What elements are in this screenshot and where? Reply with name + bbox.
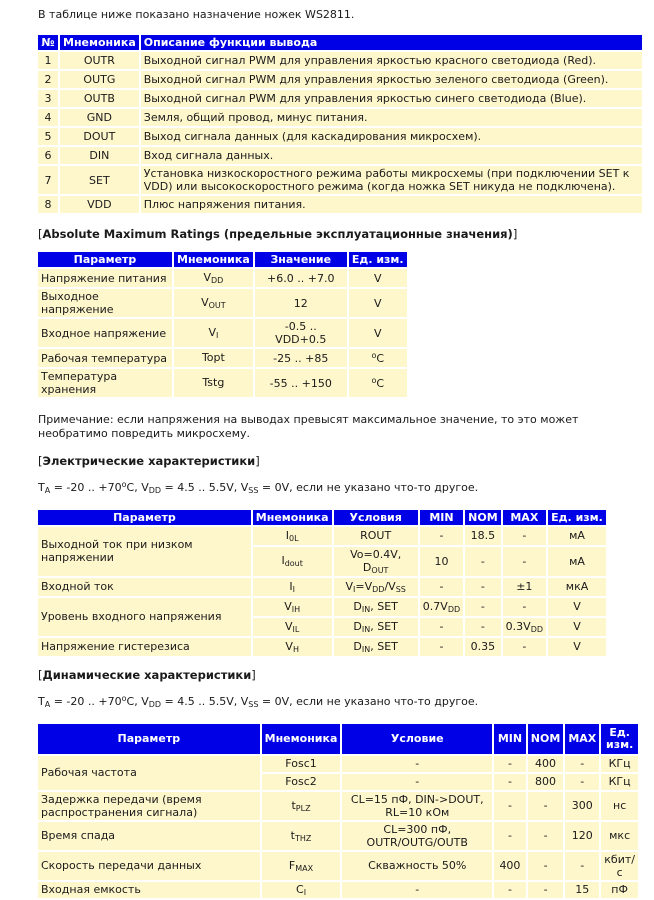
- cond-cell: $V_I=V_{DD}/V_{SS}$: [334, 578, 418, 596]
- col-unit: Ед. изм.: [548, 510, 606, 525]
- col-value: Значение: [255, 252, 347, 267]
- cond-cell: -: [342, 756, 492, 772]
- pin-number: 5: [38, 128, 58, 145]
- col-nom: NOM: [465, 510, 501, 525]
- col-condition: Условие: [342, 724, 492, 754]
- min-cell: -: [420, 638, 463, 656]
- symbol-cell: $F_{MAX}$: [262, 852, 341, 880]
- unit-cell: кбит/с: [601, 852, 638, 880]
- cond-cell: Скважность 50%: [342, 852, 492, 880]
- symbol-cell: $t_{PLZ}$: [262, 792, 341, 820]
- symbol-cell: $C_I$: [262, 882, 341, 898]
- dynamic-table: [36, 722, 640, 900]
- col-min: MIN: [420, 510, 463, 525]
- min-cell: -: [494, 756, 526, 772]
- min-cell: -: [420, 578, 463, 596]
- min-cell: -: [494, 774, 526, 790]
- cond-cell: CL=300 пФ, OUTR/OUTG/OUTB: [342, 822, 492, 850]
- param-cell: Входной ток: [38, 578, 251, 596]
- max-cell: -: [503, 527, 546, 545]
- table-row: [38, 269, 407, 287]
- elec-table-header: [38, 510, 606, 525]
- col-param: Параметр: [38, 510, 251, 525]
- min-cell: -: [420, 618, 463, 636]
- min-cell: 400: [494, 852, 526, 880]
- nom-cell: -: [465, 618, 501, 636]
- nom-cell: -: [528, 792, 564, 820]
- max-cell: -: [565, 756, 599, 772]
- unit-cell: мА: [548, 547, 606, 576]
- pin-number: 2: [38, 71, 58, 88]
- col-mnemonic: Мнемоника: [60, 35, 139, 50]
- pin-description: Выходной сигнал PWM для управления яркостью красного светодиода (Red).: [141, 52, 642, 69]
- dyn-table-header: [38, 724, 638, 754]
- unit-cell: мА: [548, 527, 606, 545]
- col-unit: Ед. изм.: [601, 724, 638, 754]
- min-cell: -: [494, 882, 526, 898]
- pin-description: Плюс напряжения питания.: [141, 196, 642, 213]
- col-number: №: [38, 35, 58, 50]
- symbol-cell: Fosc2: [262, 774, 341, 790]
- pin-description: Выход сигнала данных (для каскадирования микросхем).: [141, 128, 642, 145]
- symbol-cell: $V_{DD}$: [174, 269, 253, 287]
- pin-mnemonic: GND: [60, 109, 139, 126]
- table-row: [38, 166, 642, 194]
- unit-cell: $^o$C: [349, 349, 407, 367]
- param-cell: Уровень входного напряжения: [38, 598, 251, 636]
- col-mnemonic: Мнемоника: [174, 252, 253, 267]
- min-cell: -: [494, 792, 526, 820]
- min-cell: -: [420, 527, 463, 545]
- unit-cell: V: [548, 618, 606, 636]
- dyn-conditions: $T_A = -20$ .. $+70^oC$, $V_{DD} = 4.5$ .. 5.5V, $V_{SS} = 0V$, если не указано что-то другое.: [38, 693, 479, 709]
- col-mnemonic: Мнемоника: [262, 724, 341, 754]
- col-max: MAX: [503, 510, 546, 525]
- symbol-cell: $V_{IL}$: [253, 618, 332, 636]
- electrical-table: [36, 508, 608, 658]
- table-row: [38, 147, 642, 164]
- col-param: Параметр: [38, 252, 172, 267]
- nom-cell: 800: [528, 774, 564, 790]
- table-row: [38, 90, 642, 107]
- table-row: [38, 756, 638, 772]
- param-cell: Рабочая частота: [38, 756, 260, 790]
- nom-cell: -: [528, 882, 564, 898]
- col-min: MIN: [494, 724, 526, 754]
- value-cell: 12: [255, 289, 347, 317]
- col-max: MAX: [565, 724, 599, 754]
- pin-number: 7: [38, 166, 58, 194]
- table-row: [38, 527, 606, 545]
- param-cell: Выходной ток при низком напряжении: [38, 527, 251, 576]
- symbol-cell: $I_I$: [253, 578, 332, 596]
- value-cell: -55 .. +150: [255, 369, 347, 397]
- table-row: [38, 71, 642, 88]
- pin-table-header: [38, 35, 642, 50]
- unit-cell: мкА: [548, 578, 606, 596]
- nom-cell: 0.35: [465, 638, 501, 656]
- unit-cell: V: [548, 638, 606, 656]
- pin-number: 4: [38, 109, 58, 126]
- unit-cell: V: [349, 289, 407, 317]
- table-row: [38, 369, 407, 397]
- table-row: [38, 578, 606, 596]
- value-cell: +6.0 .. +7.0: [255, 269, 347, 287]
- table-row: [38, 349, 407, 367]
- elec-heading: [Электрические характеристики]: [38, 453, 260, 468]
- param-cell: Температура хранения: [38, 369, 172, 397]
- max-cell: -: [503, 547, 546, 576]
- value-cell: -0.5 .. VDD+0.5: [255, 319, 347, 347]
- col-description: Описание функции вывода: [141, 35, 642, 50]
- pin-table: [36, 33, 644, 215]
- nom-cell: 400: [528, 756, 564, 772]
- pin-mnemonic: OUTB: [60, 90, 139, 107]
- symbol-cell: $I_{0L}$: [253, 527, 332, 545]
- unit-cell: мкс: [601, 822, 638, 850]
- symbol-cell: Fosc1: [262, 756, 341, 772]
- max-cell: ±1: [503, 578, 546, 596]
- symbol-cell: $V_H$: [253, 638, 332, 656]
- col-nom: NOM: [528, 724, 564, 754]
- table-row: [38, 289, 407, 317]
- cond-cell: CL=15 пФ, DIN->DOUT, RL=10 кОм: [342, 792, 492, 820]
- table-row: [38, 822, 638, 850]
- unit-cell: V: [548, 598, 606, 616]
- abs-max-table: [36, 250, 409, 399]
- pin-number: 8: [38, 196, 58, 213]
- max-cell: -: [565, 774, 599, 790]
- unit-cell: нс: [601, 792, 638, 820]
- pin-number: 3: [38, 90, 58, 107]
- cond-cell: $D_{IN}$, SET: [334, 598, 418, 616]
- symbol-cell: $V_{OUT}$: [174, 289, 253, 317]
- nom-cell: -: [465, 547, 501, 576]
- elec-conditions: $T_A = -20$ .. $+70^oC$, $V_{DD} = 4.5$ .. 5.5V, $V_{SS} = 0V$, если не указано что-то другое.: [38, 479, 479, 495]
- table-row: [38, 128, 642, 145]
- pin-number: 1: [38, 52, 58, 69]
- table-row: [38, 598, 606, 616]
- param-cell: Входное напряжение: [38, 319, 172, 347]
- table-row: [38, 852, 638, 880]
- param-cell: Рабочая температура: [38, 349, 172, 367]
- unit-cell: V: [349, 319, 407, 347]
- max-cell: 300: [565, 792, 599, 820]
- max-cell: -: [503, 598, 546, 616]
- table-row: [38, 638, 606, 656]
- param-cell: Выходное напряжение: [38, 289, 172, 317]
- cond-cell: $D_{IN}$, SET: [334, 638, 418, 656]
- max-cell: $0.3V_{DD}$: [503, 618, 546, 636]
- nom-cell: -: [528, 822, 564, 850]
- col-mnemonic: Мнемоника: [253, 510, 332, 525]
- table-row: [38, 52, 642, 69]
- dyn-heading: [Динамические характеристики]: [38, 667, 256, 682]
- table-row: [38, 882, 638, 898]
- pin-mnemonic: DIN: [60, 147, 139, 164]
- note-text: Примечание: если напряжения на выводах превысят максимальное значение, то это может необратимо повредить микросхему.: [38, 413, 579, 441]
- max-cell: -: [565, 852, 599, 880]
- unit-cell: V: [349, 269, 407, 287]
- nom-cell: -: [528, 852, 564, 880]
- pin-number: 6: [38, 147, 58, 164]
- pin-mnemonic: DOUT: [60, 128, 139, 145]
- col-conditions: Условия: [334, 510, 418, 525]
- symbol-cell: $t_{THZ}$: [262, 822, 341, 850]
- cond-cell: -: [342, 774, 492, 790]
- table-row: [38, 196, 642, 213]
- pin-description: Земля, общий провод, минус питания.: [141, 109, 642, 126]
- min-cell: 10: [420, 547, 463, 576]
- symbol-cell: $V_I$: [174, 319, 253, 347]
- abs-heading: [Absolute Maximum Ratings (предельные эксплуатационные значения)]: [38, 227, 518, 241]
- cond-cell: $D_{IN}$, SET: [334, 618, 418, 636]
- symbol-cell: $V_{IH}$: [253, 598, 332, 616]
- unit-cell: КГц: [601, 774, 638, 790]
- value-cell: -25 .. +85: [255, 349, 347, 367]
- table-row: [38, 319, 407, 347]
- nom-cell: 18.5: [465, 527, 501, 545]
- symbol-cell: Tstg: [174, 369, 253, 397]
- param-cell: Напряжение гистерезиса: [38, 638, 251, 656]
- unit-cell: пФ: [601, 882, 638, 898]
- pin-description: Установка низкоскоростного режима работы микросхемы (при подключении SET к VDD) или высокоскоростного режима (когда ножка SET никуда не подключена).: [141, 166, 642, 194]
- param-cell: Задержка передачи (время распространения сигнала): [38, 792, 260, 820]
- pin-mnemonic: OUTR: [60, 52, 139, 69]
- symbol-cell: $I_{dout}$: [253, 547, 332, 576]
- unit-cell: КГц: [601, 756, 638, 772]
- param-cell: Напряжение питания: [38, 269, 172, 287]
- nom-cell: -: [465, 578, 501, 596]
- param-cell: Скорость передачи данных: [38, 852, 260, 880]
- pin-mnemonic: SET: [60, 166, 139, 194]
- pin-description: Выходной сигнал PWM для управления яркостью зеленого светодиода (Green).: [141, 71, 642, 88]
- min-cell: -: [494, 822, 526, 850]
- table-row: [38, 792, 638, 820]
- param-cell: Входная емкость: [38, 882, 260, 898]
- pin-description: Вход сигнала данных.: [141, 147, 642, 164]
- unit-cell: $^o$C: [349, 369, 407, 397]
- pin-mnemonic: OUTG: [60, 71, 139, 88]
- param-cell: Время спада: [38, 822, 260, 850]
- max-cell: 15: [565, 882, 599, 898]
- pin-mnemonic: VDD: [60, 196, 139, 213]
- pin-description: Выходной сигнал PWM для управления яркостью синего светодиода (Blue).: [141, 90, 642, 107]
- abs-table-header: [38, 252, 407, 267]
- col-param: Параметр: [38, 724, 260, 754]
- col-unit: Ед. изм.: [349, 252, 407, 267]
- max-cell: -: [503, 638, 546, 656]
- table-row: [38, 109, 642, 126]
- nom-cell: -: [465, 598, 501, 616]
- cond-cell: -: [342, 882, 492, 898]
- min-cell: $0.7V_{DD}$: [420, 598, 463, 616]
- symbol-cell: Topt: [174, 349, 253, 367]
- cond-cell: Vo=0.4V, $D_{OUT}$: [334, 547, 418, 576]
- max-cell: 120: [565, 822, 599, 850]
- cond-cell: ROUT: [334, 527, 418, 545]
- intro-text: В таблице ниже показано назначение ножек WS2811.: [38, 8, 355, 21]
